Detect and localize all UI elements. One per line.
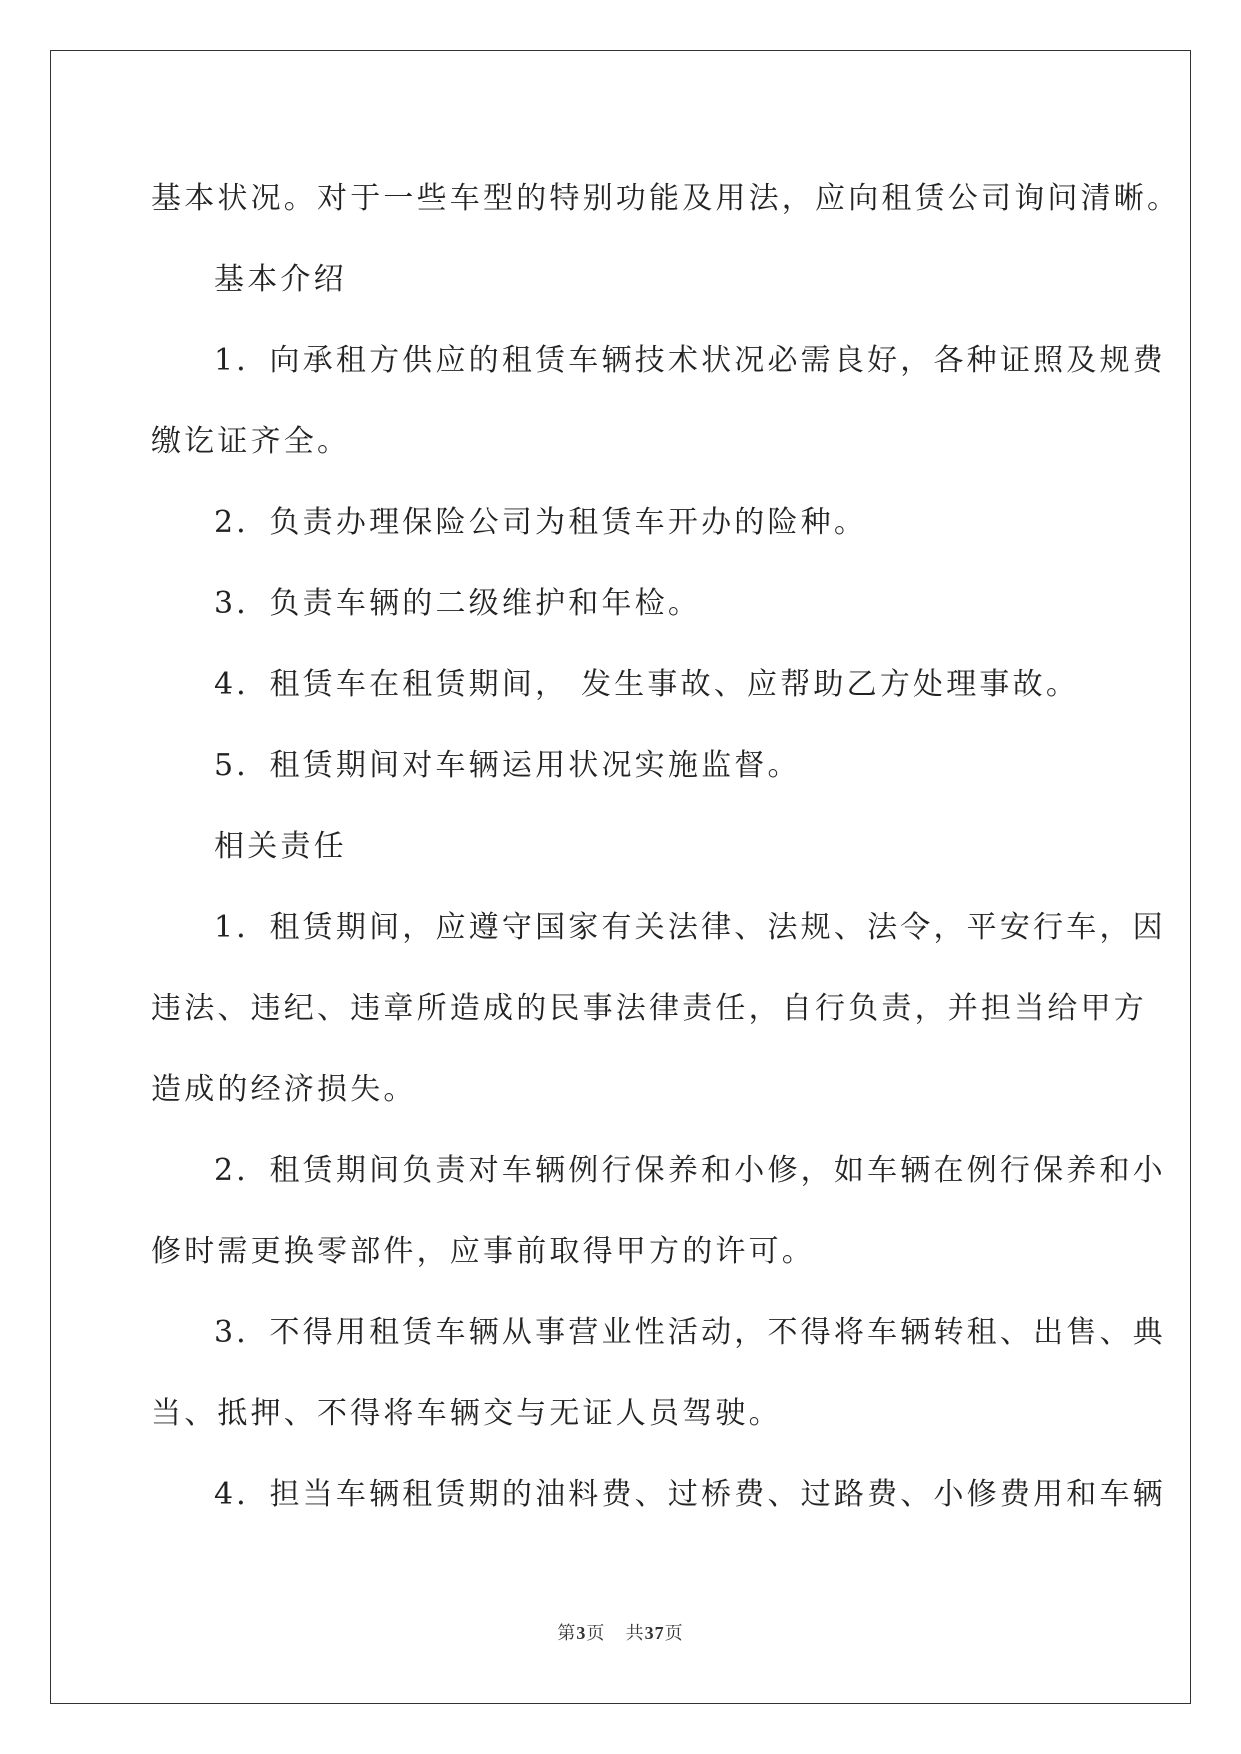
body-line-16: 当、抵押、不得将车辆交与无证人员驾驶。 [151,1396,782,1431]
total-suffix: 页 [664,1623,684,1644]
body-line-3: 1．向承租方供应的租赁车辆技术状况必需良好，各种证照及规费 [214,343,1166,378]
page-number: 3 [576,1623,587,1643]
section-heading-responsibilities: 相关责任 [214,829,347,864]
body-line-8: 5．租赁期间对车辆运用状况实施监督。 [214,748,801,783]
total-prefix: 共 [625,1623,645,1644]
section-heading-basic-intro: 基本介绍 [214,262,347,297]
page-footer [0,1622,1241,1645]
body-line-17: 4．担当车辆租赁期的油料费、过桥费、过路费、小修费用和车辆 [214,1477,1166,1512]
body-line-15: 3．不得用租赁车辆从事营业性活动，不得将车辆转租、出售、典 [214,1315,1166,1350]
body-line-7: 4．租赁车在租赁期间， 发生事故、应帮助乙方处理事故。 [214,667,1080,702]
body-line-11: 违法、违纪、违章所造成的民事法律责任，自行负责，并担当给甲方 [151,991,1147,1026]
body-line-14: 修时需更换零部件，应事前取得甲方的许可。 [151,1234,815,1269]
body-line-12: 造成的经济损失。 [151,1072,417,1107]
page-prefix: 第 [557,1623,577,1644]
body-line-1: 基本状况。对于一些车型的特别功能及用法，应向租赁公司询问清晰。 [151,181,1181,216]
body-line-13: 2．租赁期间负责对车辆例行保养和小修，如车辆在例行保养和小 [214,1153,1166,1188]
body-line-6: 3．负责车辆的二级维护和年检。 [214,586,702,621]
document-body [151,158,1181,1535]
page-suffix: 页 [586,1623,606,1644]
total-pages: 37 [644,1623,665,1643]
body-line-10: 1．租赁期间，应遵守国家有关法律、法规、法令，平安行车，因 [214,910,1166,945]
body-line-5: 2．负责办理保险公司为租赁车开办的险种。 [214,505,868,540]
body-line-4: 缴讫证齐全。 [151,424,351,459]
